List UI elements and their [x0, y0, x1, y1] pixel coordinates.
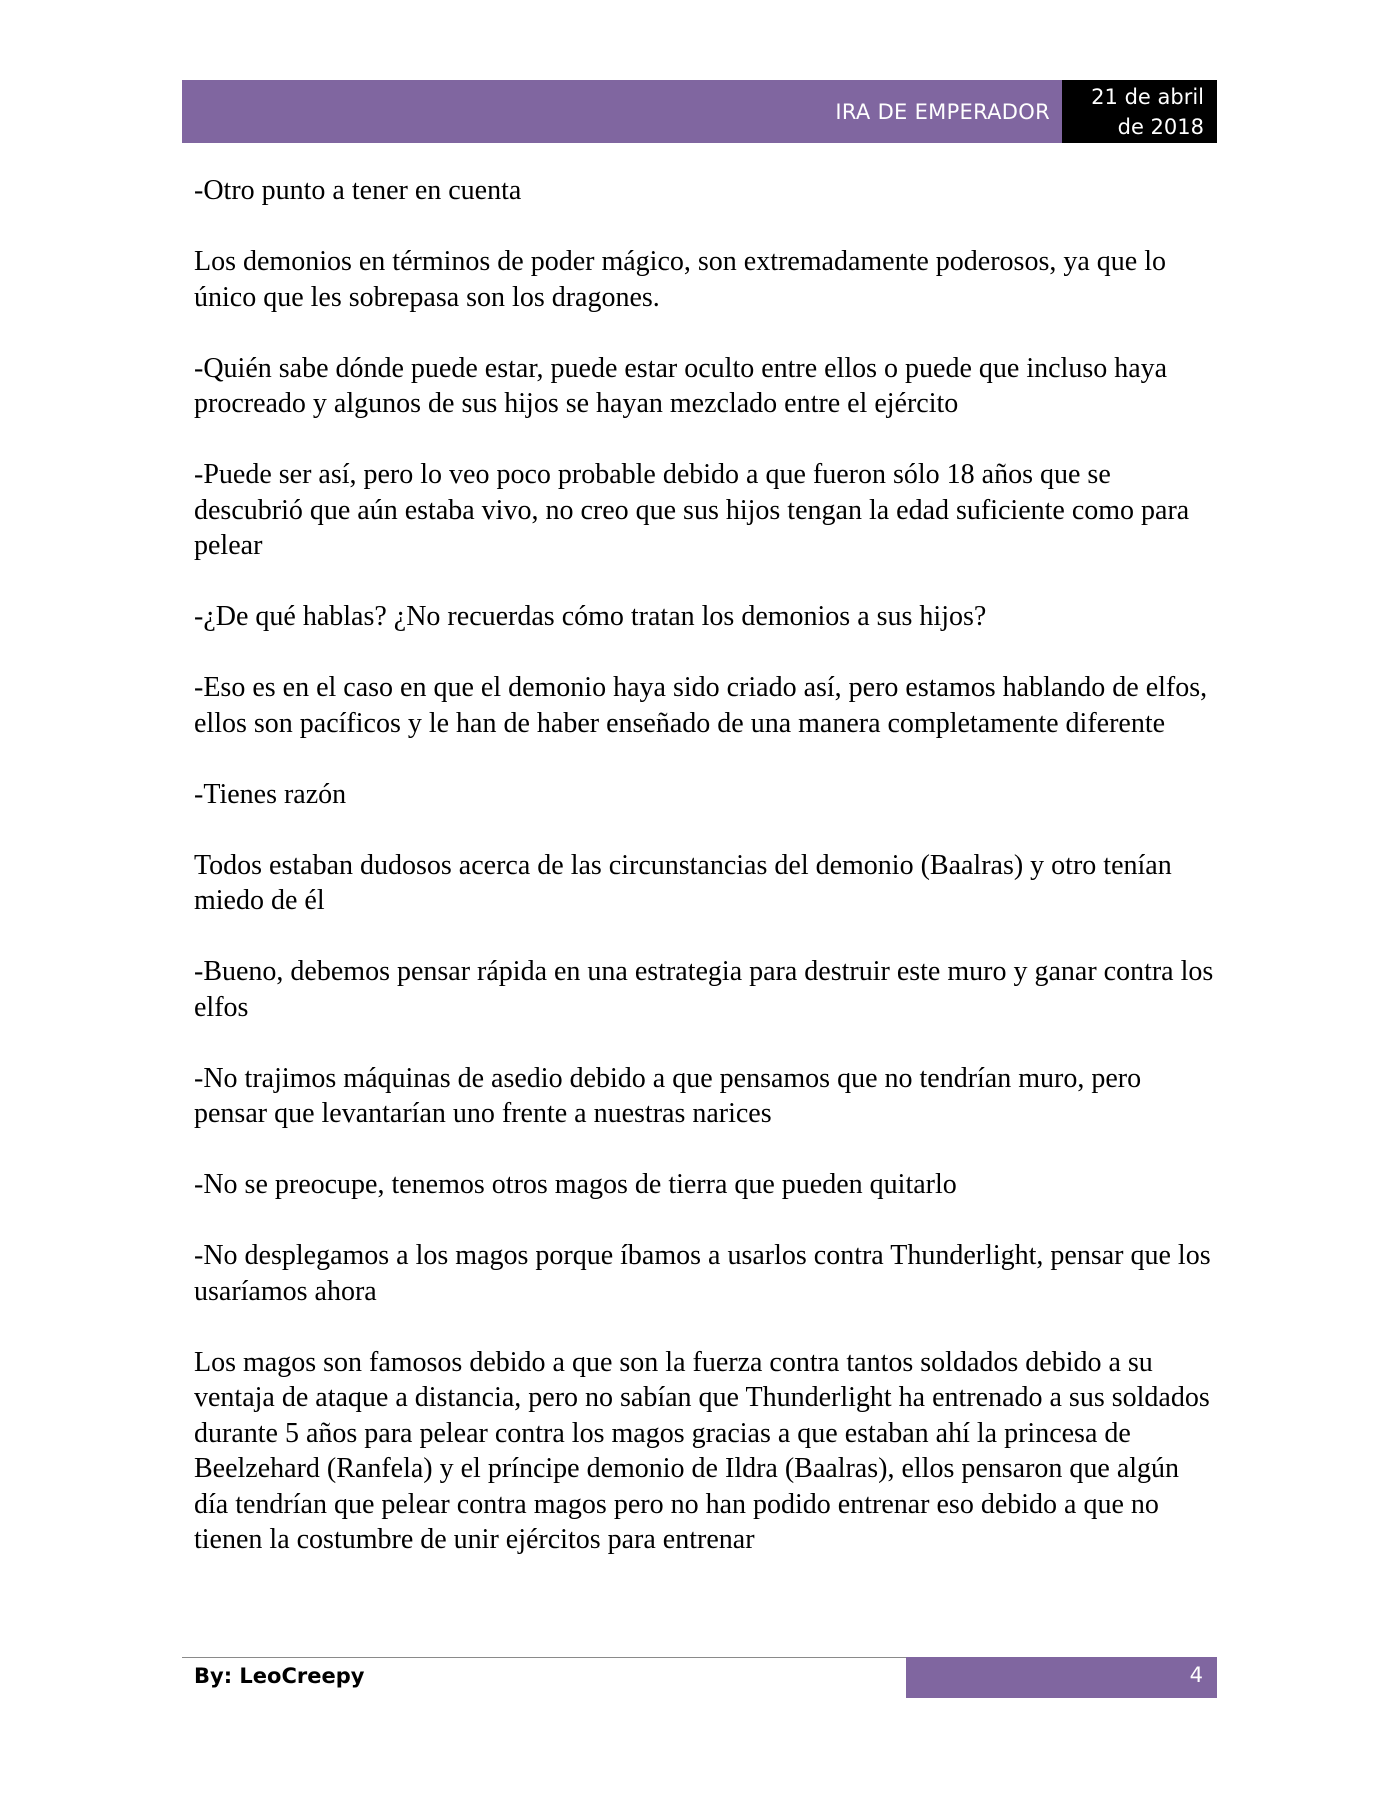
paragraph: -No trajimos máquinas de asedio debido a que pensamos que no tendrían muro, pero pensar que levantarían uno frente a nuestras narices	[194, 1062, 1142, 1129]
footer-author: By: LeoCreepy	[182, 1657, 906, 1698]
header-date-line2: de 2018	[1117, 114, 1204, 139]
paragraph: -Tienes razón	[194, 778, 347, 810]
header-date	[1062, 80, 1217, 143]
header-title: IRA DE EMPERADOR	[182, 80, 1062, 143]
paragraph: Los demonios en términos de poder mágico, son extremadamente poderosos, ya que lo único que les sobrepasa son los dragones.	[194, 246, 1166, 313]
paragraph: Los magos son famosos debido a que son la fuerza contra tantos soldados debido a su ventaja de ataque a distancia, pero no sabían que Thunderlight ha entrenado a sus soldados durante 5 años para pelear contra los magos gracias a que estaban ahí la princesa de Beelzehard (Ranfela) y el príncipe demonio de Ildra (Baalras), ellos pensaron que algún día tendrían que pelear contra magos pero no han podido entrenar eso debido a que no tienen la costumbre de unir ejércitos para entrenar	[194, 1346, 1210, 1555]
paragraph: -Eso es en el caso en que el demonio haya sido criado así, pero estamos hablando de elfos, ellos son pacíficos y le han de haber enseñado de una manera completamente diferente	[194, 672, 1208, 739]
header-date-line1: 21 de abril	[1091, 84, 1204, 109]
page-footer	[182, 1657, 1217, 1698]
document-body	[194, 173, 1214, 1593]
paragraph: -¿De qué hablas? ¿No recuerdas cómo tratan los demonios a sus hijos?	[194, 601, 987, 632]
page-number: 4	[906, 1657, 1217, 1698]
paragraph: -Otro punto a tener en cuenta	[194, 175, 522, 206]
paragraph: -Puede ser así, pero lo veo poco probable debido a que fueron sólo 18 años que se descubrió que aún estaba vivo, no creo que sus hijos tengan la edad suficiente como para pelear	[194, 459, 1190, 561]
page-header	[182, 80, 1217, 143]
paragraph: -Bueno, debemos pensar rápida en una estrategia para destruir este muro y ganar contra los elfos	[194, 956, 1214, 1023]
paragraph: -No desplegamos a los magos porque íbamos a usarlos contra Thunderlight, pensar que los usaríamos ahora	[194, 1240, 1211, 1307]
paragraph: Todos estaban dudosos acerca de las circunstancias del demonio (Baalras) y otro tenían miedo de él	[194, 849, 1172, 916]
paragraph: -No se preocupe, tenemos otros magos de tierra que pueden quitarlo	[194, 1169, 957, 1200]
paragraph: -Quién sabe dónde puede estar, puede estar oculto entre ellos o puede que incluso haya procreado y algunos de sus hijos se hayan mezclado entre el ejército	[194, 352, 1168, 419]
